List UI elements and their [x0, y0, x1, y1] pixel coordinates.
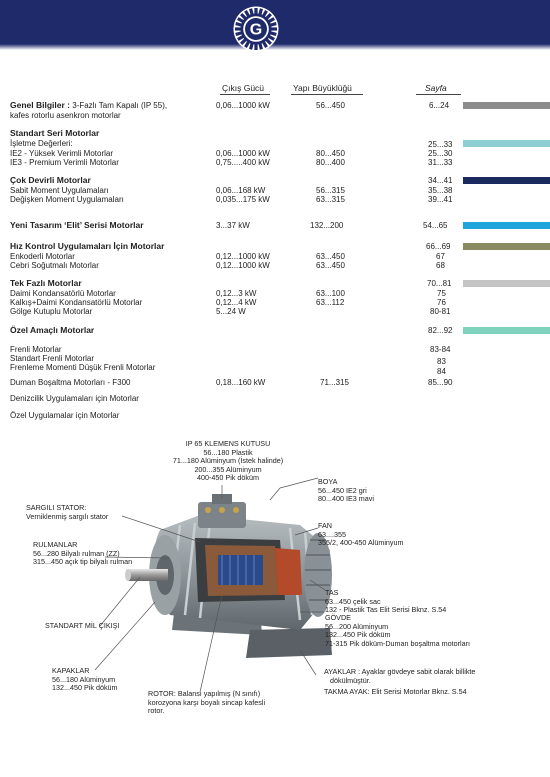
general-info-frame: 56...450 [316, 101, 345, 110]
page-ref: 66...69 [426, 242, 451, 251]
item-label: Frenleme Momenti Düşük Frenli Motorlar [10, 363, 156, 372]
item-label: Enkoderli Motorlar [10, 252, 75, 261]
section-subtitle: İşletme Değerleri: [10, 139, 73, 148]
item-page: 68 [436, 261, 445, 270]
item-label: Frenli Motorlar [10, 345, 62, 354]
item-page: 39...41 [428, 195, 453, 204]
item-output: 0,06...168 kW [216, 186, 266, 195]
item-label: Cebri Soğutmalı Motorlar [10, 261, 99, 270]
item-output: 0,75.....400 kW [216, 158, 270, 167]
column-output-underline [220, 94, 270, 95]
item-page: 83-84 [430, 345, 451, 354]
rotor-label: ROTOR: Balansı yapılmış (N sınıfı) korozyona karşı boyalı sincap kafesli rotor. [148, 689, 266, 716]
item-output: 0,12...1000 kW [216, 261, 270, 270]
section-color-bar [463, 222, 550, 229]
cover-label: TAS 63...450 çelik sac 132 - Plastik Tas Elit Serisi Bknz. S.54 [325, 588, 447, 615]
item-label: Standart Frenli Motorlar [10, 354, 95, 363]
bearings-label: RULMANLAR 56...280 Bilyalı rulman (ZZ) 315...450 açık tip bilyalı rulman [33, 540, 133, 567]
section-color-bar [463, 243, 550, 250]
section-title: Tek Fazlı Motorlar [10, 278, 82, 288]
section-color-bar [463, 177, 550, 184]
item-page: 31...33 [428, 158, 453, 167]
item-output: 0,12...1000 kW [216, 252, 270, 261]
item-frame: 63...315 [316, 195, 345, 204]
item-label: Duman Boşaltma Motorları - F300 [10, 378, 131, 387]
item-label: Kalkış+Daimi Kondansatörlü Motorlar [10, 298, 143, 307]
item-output: 0,12...4 kW [216, 298, 257, 307]
item-frame: 80...450 [316, 149, 345, 158]
shaft-label: STANDART MİL ÇIKIŞI [45, 621, 120, 630]
item-frame: 63...112 [316, 298, 345, 307]
item-label: Gölge Kutuplu Motorlar [10, 307, 93, 316]
terminal-box-label: IP 65 KLEMENS KUTUSU 56...180 Plastik 71...180 Alüminyum (İstek halinde) 200...355 Alüminyum 400-450 Pik döküm [172, 439, 284, 483]
column-frame-size: Yapı Büyüklüğü [293, 83, 352, 93]
front-flange-shaft [125, 535, 181, 615]
logo-letter: G [249, 21, 263, 39]
section-color-bar [463, 327, 550, 334]
item-page: 83 [437, 357, 446, 366]
section-title: Yeni Tasarım ‘Elit’ Serisi Motorlar [10, 220, 144, 230]
general-info-desc: kafes rotorlu asenkron motorlar [10, 111, 121, 120]
item-page: 80-81 [430, 307, 451, 316]
item-output: 0,12...3 kW [216, 289, 257, 298]
item-label: Özel Uygulamalar için Motorlar [10, 411, 120, 420]
item-label: Daimi Kondansatörlü Motorlar [10, 289, 116, 298]
column-page-underline [416, 94, 461, 95]
section-title: Standart Seri Motorlar [10, 128, 100, 138]
item-frame: 132...200 [310, 221, 344, 230]
section-title: Çok Devirli Motorlar [10, 175, 91, 185]
page-ref: 25...33 [428, 140, 453, 149]
item-output: 5...24 W [216, 307, 246, 316]
feet-label: AYAKLAR : Ayaklar gövdeye sabit olarak billikte dökülmüştür. [324, 667, 476, 685]
page-ref: 34...41 [428, 176, 453, 185]
item-frame: 63...450 [316, 261, 345, 270]
item-output: 0,035...175 kW [216, 195, 270, 204]
item-label: Değişken Moment Uygulamaları [10, 195, 124, 204]
section-title: Hız Kontrol Uygulamaları İçin Motorlar [10, 241, 165, 251]
item-frame: 56...315 [316, 186, 345, 195]
company-logo [233, 6, 279, 52]
item-page: 67 [436, 252, 445, 261]
detachable-feet-label: TAKMA AYAK: Elit Serisi Motorlar Bknz. S.54 [324, 687, 467, 696]
item-label: IE2 - Yüksek Verimli Motorlar [10, 149, 113, 158]
item-frame: 63...450 [316, 252, 345, 261]
column-page: Sayfa [425, 83, 447, 93]
item-label: IE3 - Premium Verimli Motorlar [10, 158, 119, 167]
item-page: 84 [437, 367, 446, 376]
item-frame: 80...400 [316, 158, 345, 167]
item-page: 25...30 [428, 149, 453, 158]
paint-label: BOYA 56...450 IE2 gri 80...400 IE3 mavi [318, 477, 374, 504]
covers-label: KAPAKLAR 56...180 Alüminyum 132...450 Pik döküm [52, 666, 118, 693]
body-label: GÖVDE 56...200 Alüminyum 132...450 Pik döküm 71-315 Pik döküm-Duman boşaltma motorları [325, 613, 471, 648]
fan-label: FAN 63....355 355/2, 400-450 Alüminyum [318, 521, 404, 548]
item-page: 75 [437, 289, 446, 298]
section-title: Özel Amaçlı Motorlar [10, 325, 95, 335]
item-frame: 71...315 [320, 378, 349, 387]
item-page: 85...90 [428, 378, 453, 387]
page-ref: 82...92 [428, 326, 453, 335]
column-output: Çıkış Gücü [222, 83, 265, 93]
item-output: 0,06...1000 kW [216, 149, 270, 158]
general-info-output: 0,06...1000 kW [216, 101, 270, 110]
page-ref: 54...65 [423, 221, 448, 230]
stator-label: SARGILI STATOR: Verniklenmiş sargılı stator [26, 503, 109, 521]
item-output: 3...37 kW [216, 221, 250, 230]
item-frame: 63...100 [316, 289, 345, 298]
item-output: 0,18...160 kW [216, 378, 266, 387]
section-color-bar [463, 102, 550, 109]
item-label: Denizcilik Uygulamaları için Motorlar [10, 394, 139, 403]
item-page: 35...38 [428, 186, 453, 195]
column-frame-underline [291, 94, 363, 95]
general-info: Genel Bilgiler : 3-Fazlı Tam Kapalı (IP 55), [10, 100, 168, 110]
item-label: Sabit Moment Uygulamaları [10, 186, 109, 195]
general-info-page: 6...24 [429, 101, 450, 110]
terminal-box [198, 494, 246, 528]
page-ref: 70...81 [427, 279, 452, 288]
section-color-bar [463, 140, 550, 147]
item-page: 76 [437, 298, 446, 307]
section-color-bar [463, 280, 550, 287]
